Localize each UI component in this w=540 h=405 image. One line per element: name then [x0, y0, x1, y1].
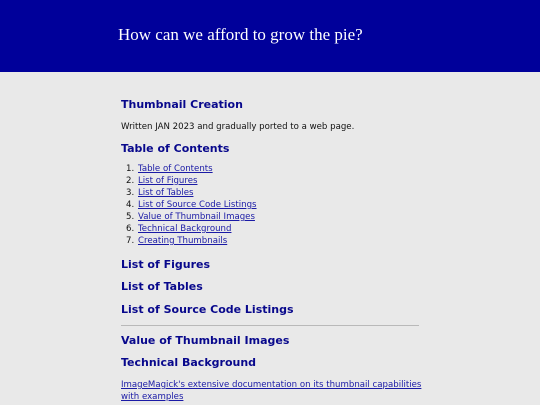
toc-item-number: 1.	[126, 164, 135, 174]
article-intro: Written JAN 2023 and gradually ported to a web page.	[121, 122, 355, 132]
toc-link-list-of-tables[interactable]: List of Tables	[138, 188, 194, 198]
toc-link-technical-background[interactable]: Technical Background	[138, 224, 232, 234]
toc-heading: Table of Contents	[121, 142, 230, 155]
section-heading-technical: Technical Background	[121, 356, 257, 369]
toc-link-value-of-thumbnails[interactable]: Value of Thumbnail Images	[138, 212, 255, 222]
toc-link-table-of-contents[interactable]: Table of Contents	[138, 164, 213, 174]
site-banner	[0, 0, 540, 72]
section-divider	[121, 325, 419, 326]
toc-item-number: 5.	[126, 212, 135, 222]
toc-item-number: 6.	[126, 224, 135, 234]
section-heading-figures: List of Figures	[121, 258, 211, 271]
toc-link-creating-thumbnails[interactable]: Creating Thumbnails	[138, 236, 228, 246]
site-title: How can we afford to grow the pie?	[118, 25, 363, 44]
toc-link-source-code-listings[interactable]: List of Source Code Listings	[138, 200, 257, 210]
toc-item-number: 7.	[126, 236, 135, 246]
toc-item-number: 2.	[126, 176, 135, 186]
toc-link-list-of-figures[interactable]: List of Figures	[138, 176, 198, 186]
section-heading-value: Value of Thumbnail Images	[121, 334, 290, 347]
article-title: Thumbnail Creation	[121, 98, 243, 111]
section-heading-listings: List of Source Code Listings	[121, 303, 294, 316]
imagemagick-docs-link[interactable]: ImageMagick's extensive documentation on its thumbnail capabilities with examples	[121, 380, 422, 402]
toc-item-number: 4.	[126, 200, 135, 210]
section-heading-tables: List of Tables	[121, 280, 203, 293]
toc-item-number: 3.	[126, 188, 135, 198]
